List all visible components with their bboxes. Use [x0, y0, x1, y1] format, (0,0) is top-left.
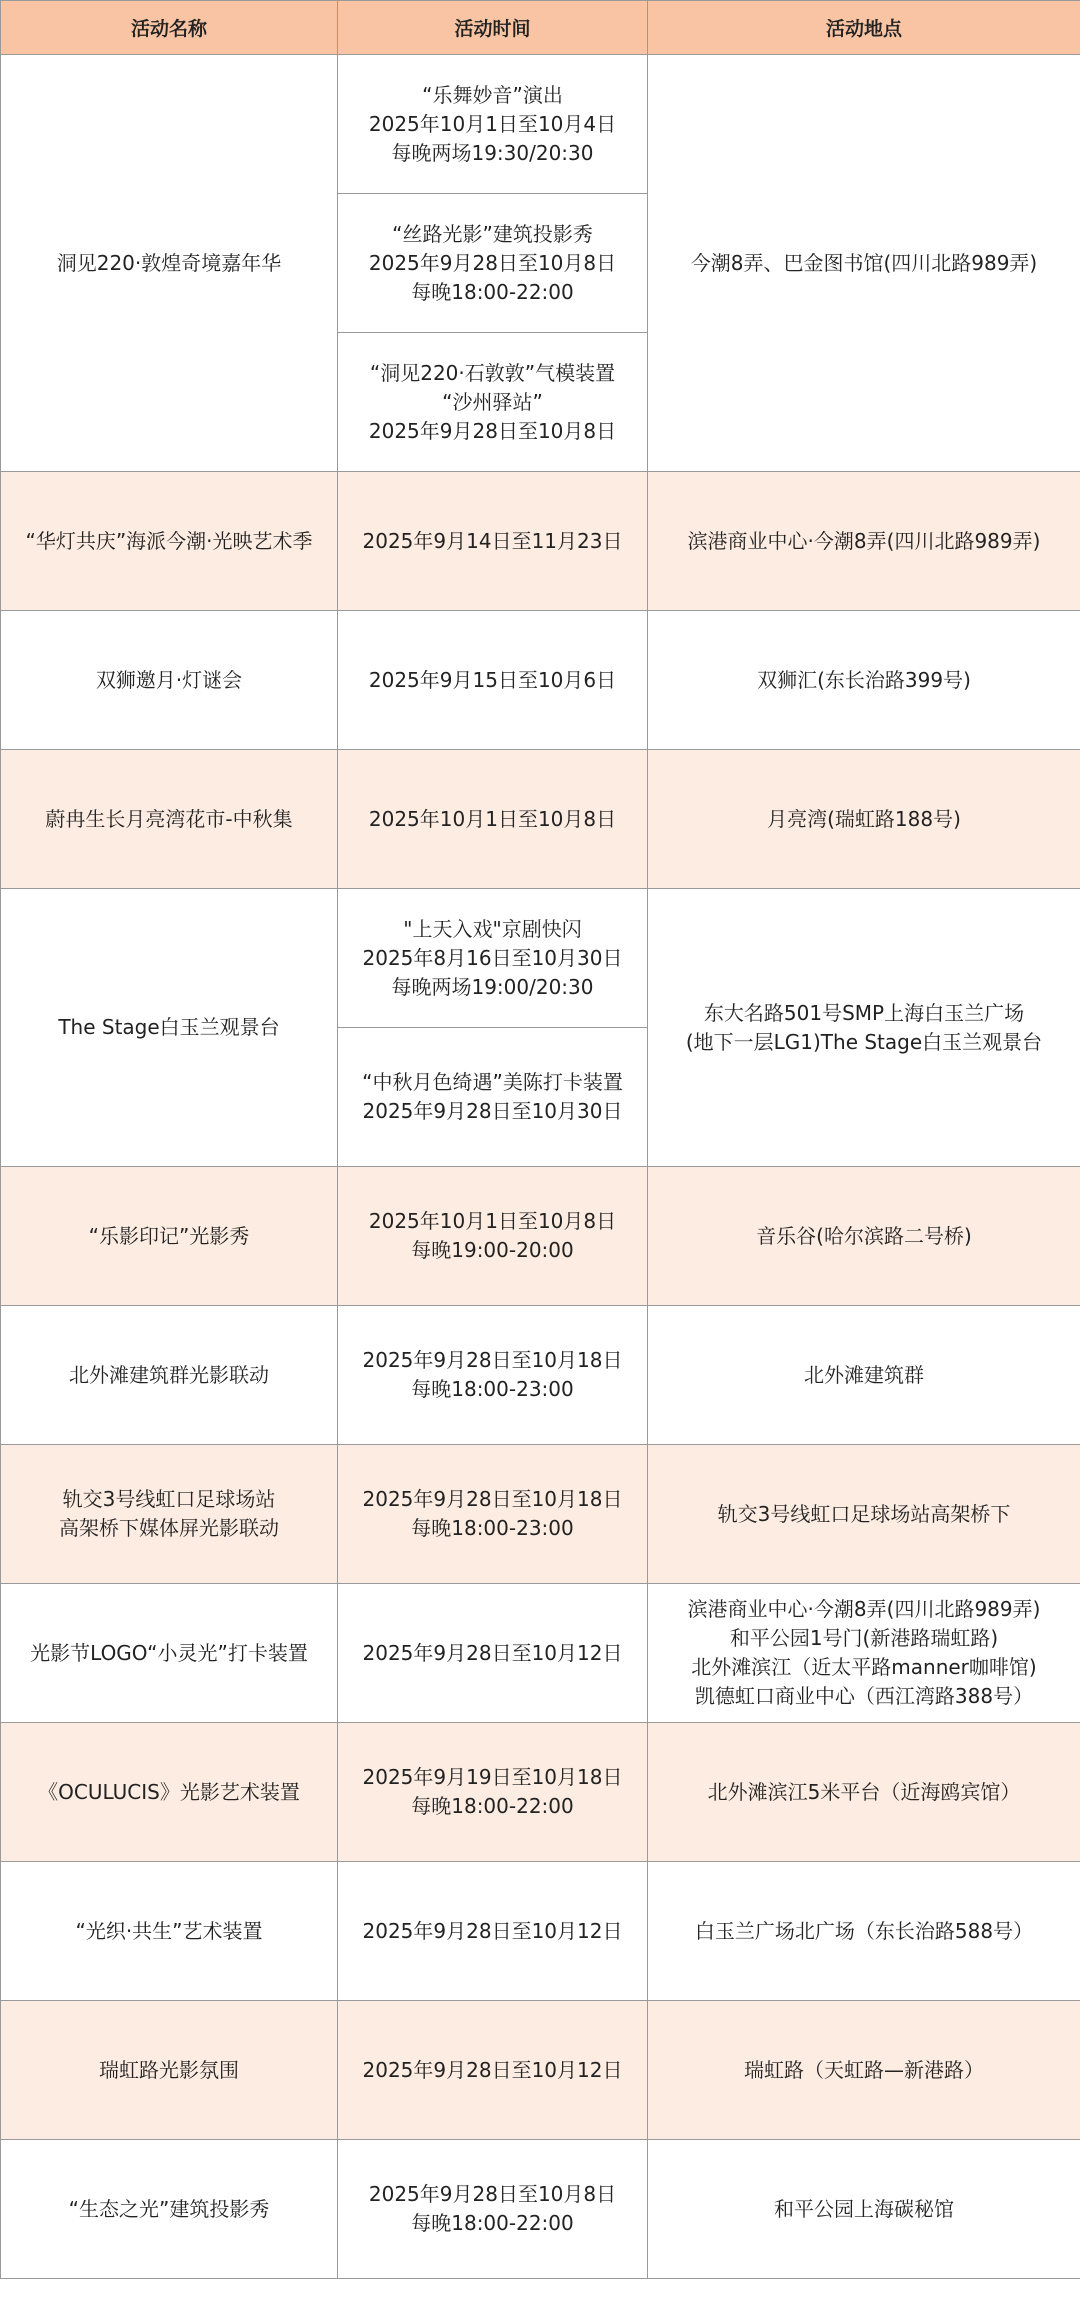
- event-name: 轨交3号线虹口足球场站 高架桥下媒体屏光影联动: [1, 1445, 338, 1584]
- table-row: [1, 1584, 1080, 1723]
- event-place: 滨港商业中心·今潮8弄(四川北路989弄): [648, 472, 1080, 611]
- table-header-row: [1, 1, 1080, 55]
- event-time: 2025年9月28日至10月8日 每晚18:00-22:00: [338, 2140, 648, 2279]
- event-name: “乐影印记”光影秀: [1, 1167, 338, 1306]
- event-place: 滨港商业中心·今潮8弄(四川北路989弄) 和平公园1号门(新港路瑞虹路) 北外滩滨江（近太平路manner咖啡馆) 凯德虹口商业中心（西江湾路388号）: [648, 1584, 1080, 1723]
- header-name: 活动名称: [1, 1, 338, 55]
- event-name: 蔚冉生长月亮湾花市-中秋集: [1, 750, 338, 889]
- event-name: 双狮邀月·灯谜会: [1, 611, 338, 750]
- event-time: “中秋月色绮遇”美陈打卡装置 2025年9月28日至10月30日: [338, 1028, 648, 1167]
- table-row: [1, 1306, 1080, 1445]
- event-time: “丝路光影”建筑投影秀 2025年9月28日至10月8日 每晚18:00-22:00: [338, 194, 648, 333]
- event-place: 月亮湾(瑞虹路188号): [648, 750, 1080, 889]
- event-place: 今潮8弄、巴金图书馆(四川北路989弄): [648, 55, 1080, 472]
- event-name: 北外滩建筑群光影联动: [1, 1306, 338, 1445]
- event-name: 《OCULUCIS》光影艺术装置: [1, 1723, 338, 1862]
- event-place: 北外滩建筑群: [648, 1306, 1080, 1445]
- header-time: 活动时间: [338, 1, 648, 55]
- event-name: 光影节LOGO“小灵光”打卡装置: [1, 1584, 338, 1723]
- event-name: The Stage白玉兰观景台: [1, 889, 338, 1167]
- event-name: 洞见220·敦煌奇境嘉年华: [1, 55, 338, 472]
- table-row: [1, 1862, 1080, 2001]
- event-time: 2025年10月1日至10月8日 每晚19:00-20:00: [338, 1167, 648, 1306]
- table-row: [1, 1723, 1080, 1862]
- event-time: 2025年9月14日至11月23日: [338, 472, 648, 611]
- header-place: 活动地点: [648, 1, 1080, 55]
- table-row: [1, 889, 1080, 1028]
- event-name: “光织·共生”艺术装置: [1, 1862, 338, 2001]
- table-row: [1, 2140, 1080, 2279]
- event-time: 2025年10月1日至10月8日: [338, 750, 648, 889]
- event-time: "上天入戏"京剧快闪 2025年8月16日至10月30日 每晚两场19:00/20:30: [338, 889, 648, 1028]
- event-time: 2025年9月19日至10月18日 每晚18:00-22:00: [338, 1723, 648, 1862]
- table-row: [1, 55, 1080, 194]
- event-time: “洞见220·石敦敦”气模装置 “沙州驿站” 2025年9月28日至10月8日: [338, 333, 648, 472]
- event-time: 2025年9月28日至10月12日: [338, 2001, 648, 2140]
- event-time: 2025年9月15日至10月6日: [338, 611, 648, 750]
- table-row: [1, 2001, 1080, 2140]
- table-row: [1, 472, 1080, 611]
- event-name: “生态之光”建筑投影秀: [1, 2140, 338, 2279]
- event-place: 北外滩滨江5米平台（近海鸥宾馆）: [648, 1723, 1080, 1862]
- table-row: [1, 1167, 1080, 1306]
- table-row: [1, 1445, 1080, 1584]
- event-place: 东大名路501号SMP上海白玉兰广场 (地下一层LG1)The Stage白玉兰观景台: [648, 889, 1080, 1167]
- event-place: 音乐谷(哈尔滨路二号桥): [648, 1167, 1080, 1306]
- event-time: 2025年9月28日至10月12日: [338, 1584, 648, 1723]
- event-place: 白玉兰广场北广场（东长治路588号）: [648, 1862, 1080, 2001]
- event-name: “华灯共庆”海派今潮·光映艺术季: [1, 472, 338, 611]
- event-place: 双狮汇(东长治路399号): [648, 611, 1080, 750]
- event-name: 瑞虹路光影氛围: [1, 2001, 338, 2140]
- table-row: [1, 750, 1080, 889]
- table-row: [1, 611, 1080, 750]
- event-place: 和平公园上海碳秘馆: [648, 2140, 1080, 2279]
- event-place: 瑞虹路（天虹路—新港路）: [648, 2001, 1080, 2140]
- event-place: 轨交3号线虹口足球场站高架桥下: [648, 1445, 1080, 1584]
- event-time: “乐舞妙音”演出 2025年10月1日至10月4日 每晚两场19:30/20:30: [338, 55, 648, 194]
- event-time: 2025年9月28日至10月12日: [338, 1862, 648, 2001]
- event-time: 2025年9月28日至10月18日 每晚18:00-23:00: [338, 1445, 648, 1584]
- event-time: 2025年9月28日至10月18日 每晚18:00-23:00: [338, 1306, 648, 1445]
